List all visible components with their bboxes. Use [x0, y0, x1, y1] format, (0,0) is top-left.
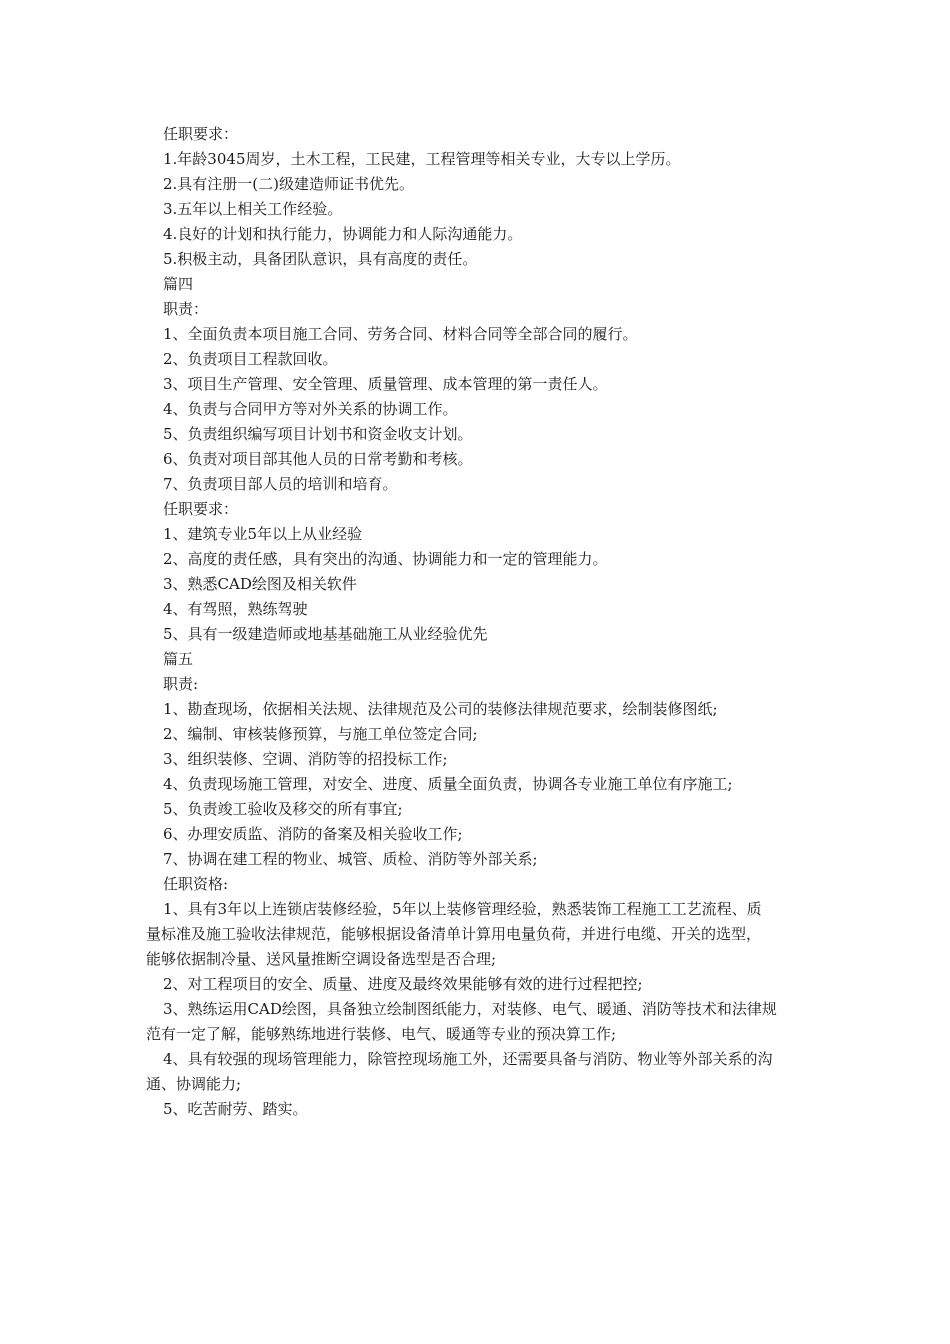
text-line: 3、熟悉CAD绘图及相关软件: [163, 575, 357, 593]
text-line: 5、吃苦耐劳、踏实。: [163, 1100, 308, 1118]
text-line: 4.良好的计划和执行能力，协调能力和人际沟通能力。: [163, 225, 523, 243]
text-line: 2、编制、审核装修预算，与施工单位签定合同;: [163, 725, 478, 743]
text-line: 5、具有一级建造师或地基基础施工从业经验优先: [163, 625, 488, 643]
text-line: 4、具有较强的现场管理能力，除管控现场施工外，还需要具备与消防、物业等外部关系的沟: [163, 1050, 773, 1068]
section-heading: 职责：: [163, 300, 209, 318]
text-line: 1、具有3年以上连锁店装修经验，5年以上装修管理经验，熟悉装饰工程施工工艺流程、质: [163, 900, 762, 918]
text-line: 1.年龄3045周岁，土木工程，工民建，工程管理等相关专业，大专以上学历。: [163, 150, 681, 168]
text-line: 3、组织装修、空调、消防等的招投标工作;: [163, 750, 448, 768]
document-body: [0, 122, 950, 1122]
section-heading: 任职要求：: [163, 125, 239, 143]
text-line: 5、负责组织编写项目计划书和资金收支计划。: [163, 425, 473, 443]
text-line: 3、熟练运用CAD绘图，具备独立绘制图纸能力，对装修、电气、暖通、消防等技术和法律规: [163, 1000, 777, 1018]
text-line: 6、办理安质监、消防的备案及相关验收工作;: [163, 825, 463, 843]
text-line: 能够依据制冷量、送风量推断空调设备选型是否合理;: [146, 950, 497, 968]
text-line: 2、对工程项目的安全、质量、进度及最终效果能够有效的进行过程把控;: [163, 975, 643, 993]
section-heading: 任职要求：: [163, 500, 239, 518]
text-line: 4、有驾照，熟练驾驶: [163, 600, 308, 618]
text-line: 6、负责对项目部其他人员的日常考勤和考核。: [163, 450, 473, 468]
text-line: 量标准及施工验收法律规范，能够根据设备清单计算用电量负荷，并进行电缆、开关的选型，: [146, 925, 762, 943]
text-line: 3、项目生产管理、安全管理、质量管理、成本管理的第一责任人。: [163, 375, 608, 393]
text-line: 5、负责竣工验收及移交的所有事宜;: [163, 800, 403, 818]
text-line: 2、负责项目工程款回收。: [163, 350, 338, 368]
section-heading: 职责:: [163, 675, 199, 693]
text-line: 1、全面负责本项目施工合同、劳务合同、材料合同等全部合同的履行。: [163, 325, 638, 343]
section-title: 篇四: [163, 275, 194, 293]
text-line: 2.具有注册一(二)级建造师证书优先。: [163, 175, 415, 193]
text-line: 7、协调在建工程的物业、城管、质检、消防等外部关系;: [163, 850, 538, 868]
text-line: 4、负责现场施工管理，对安全、进度、质量全面负责，协调各专业施工单位有序施工;: [163, 775, 733, 793]
text-line: 5.积极主动，具备团队意识，具有高度的责任。: [163, 250, 478, 268]
text-line: 4、负责与合同甲方等对外关系的协调工作。: [163, 400, 458, 418]
text-line: 1、建筑专业5年以上从业经验: [163, 525, 363, 543]
text-line: 7、负责项目部人员的培训和培育。: [163, 475, 398, 493]
text-line: 通、协调能力;: [146, 1075, 242, 1093]
text-line: 3.五年以上相关工作经验。: [163, 200, 343, 218]
text-line: 范有一定了解，能够熟练地进行装修、电气、暖通等专业的预决算工作;: [146, 1025, 617, 1043]
text-line: 2、高度的责任感，具有突出的沟通、协调能力和一定的管理能力。: [163, 550, 608, 568]
section-heading: 任职资格:: [163, 875, 229, 893]
section-title: 篇五: [163, 650, 194, 668]
text-line: 1、勘查现场，依据相关法规、法律规范及公司的装修法律规范要求，绘制装修图纸;: [163, 700, 718, 718]
